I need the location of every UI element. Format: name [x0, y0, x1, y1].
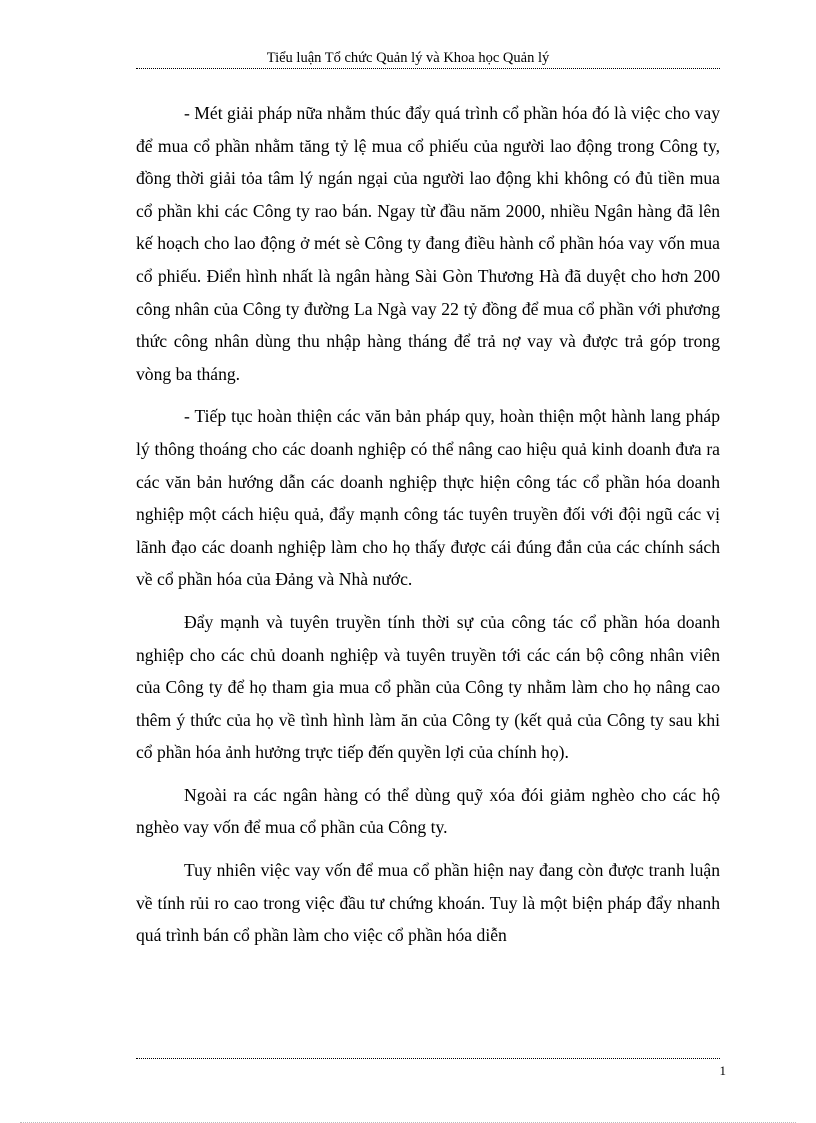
body-text	[136, 97, 720, 962]
footer-divider	[136, 1058, 720, 1059]
paragraph-risk-debate: Tuy nhiên việc vay vốn để mua cổ phần hiện nay đang còn được tranh luận về tính rủi ro cao trong việc đầu tư chứng khoán. Tuy là một biện pháp đẩy nhanh quá trình bán cổ phần làm cho việc cổ phần hóa diễn	[136, 860, 720, 946]
page-number: 1	[719, 1063, 726, 1078]
paragraph-loan-solution: - Mét giải pháp nữa nhằm thúc đẩy quá trình cổ phần hóa đó là việc cho vay để mua cổ phần nhằm tăng tỷ lệ mua cổ phiếu của người lao động trong Công ty, đồng thời giải tỏa tâm lý ngán ngại của người lao động khi không có đủ tiền mua cổ phần khi các Công ty rao bán. Ngay từ đầu năm 2000, nhiều Ngân hàng đã lên kế hoạch cho lao động ở mét sè Công ty đang điều hành cổ phần hóa vay vốn mua cổ phiếu. Điển hình nhất là ngân hàng Sài Gòn Thương Hà đã duyệt cho hơn 200 công nhân của Công ty đường La Ngà vay 22 tỷ đồng để mua cổ phần với phương thức công nhân dùng thu nhập hàng tháng để trả nợ vay và được trả góp trong vòng ba tháng.	[136, 103, 720, 384]
running-header-title: Tiểu luận Tổ chức Quản lý và Khoa học Quản lý	[266, 50, 550, 66]
paragraph-poverty-fund: Ngoài ra các ngân hàng có thể dùng quỹ xóa đói giảm nghèo cho các hộ nghèo vay vốn để mua cổ phần của Công ty.	[136, 784, 720, 838]
header-divider	[136, 68, 720, 69]
paragraph-legal-framework: - Tiếp tục hoàn thiện các văn bản pháp quy, hoàn thiện một hành lang pháp lý thông thoáng cho các doanh nghiệp có thể nâng cao hiệu quả kinh doanh đưa ra các văn bản hướng dẫn các doanh nghiệp thực hiện công tác cổ phần hóa doanh nghiệp một cách hiệu quả, đẩy mạnh công tác tuyên truyền đối với đội ngũ các vị lãnh đạo các doanh nghiệp làm cho họ thấy được cái đúng đắn của các chính sách về cổ phần hóa của Đảng và Nhà nước.	[136, 406, 720, 590]
paragraph-propaganda: Đẩy mạnh và tuyên truyền tính thời sự của công tác cổ phần hóa doanh nghiệp cho các chủ doanh nghiệp và tuyên truyền tới các cán bộ công nhân viên của Công ty để họ tham gia mua cổ phần của Công ty nhằm làm cho họ nâng cao thêm ý thức của họ về tình hình làm ăn của Công ty (kết quả của Công ty sau khi cổ phần hóa ảnh hưởng trực tiếp đến quyền lợi của chính họ).	[136, 611, 720, 763]
